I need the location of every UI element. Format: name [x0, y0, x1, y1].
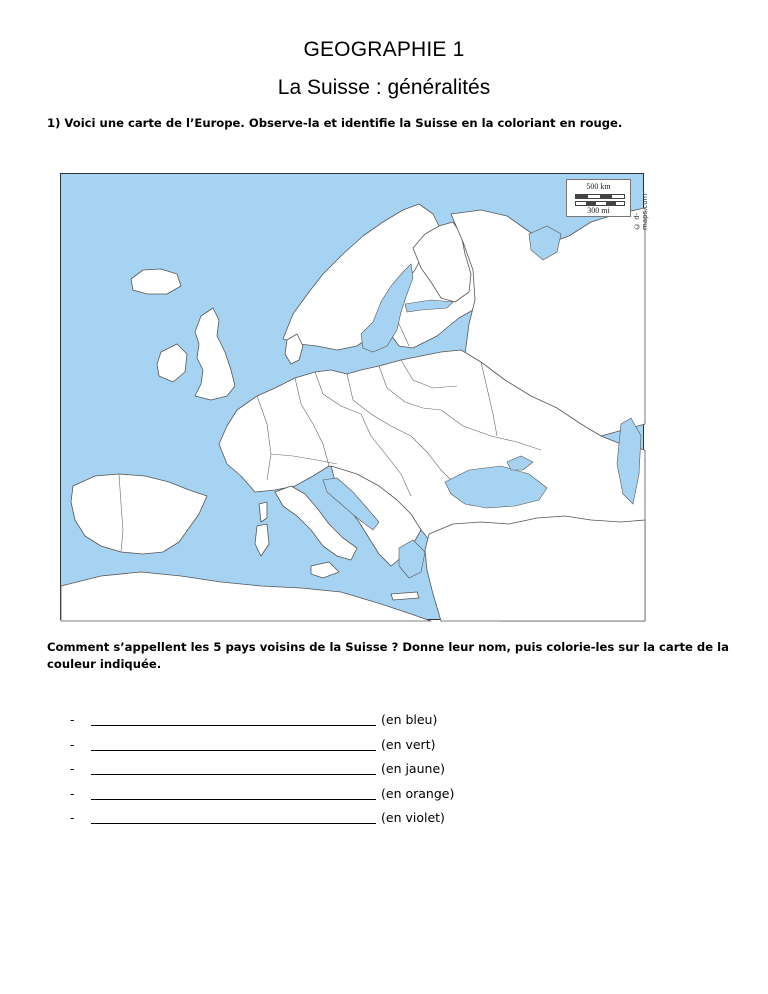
- land-turkey: [425, 516, 645, 621]
- color-hint: (en vert): [381, 736, 436, 752]
- color-hint: (en bleu): [381, 712, 438, 727]
- land-iberia: [71, 474, 207, 554]
- answer-blank-line[interactable]: [91, 750, 376, 751]
- color-hint: (en violet): [381, 810, 445, 825]
- answer-blank-line[interactable]: [91, 799, 376, 800]
- list-dash: -: [70, 712, 75, 727]
- answer-row: [0, 737, 768, 762]
- land-iceland: [131, 269, 181, 294]
- land-crete: [391, 592, 419, 600]
- color-hint: (en orange): [381, 785, 455, 801]
- answer-blank-line[interactable]: [91, 774, 376, 775]
- answer-row: [0, 712, 768, 737]
- scale-bar-km: [575, 194, 625, 199]
- land-corsica: [259, 502, 267, 522]
- answer-row: [0, 761, 768, 786]
- land-ireland: [157, 344, 187, 382]
- land-great-britain: [195, 308, 235, 400]
- list-dash: -: [70, 736, 75, 752]
- map-scale: [566, 179, 631, 217]
- color-hint: (en jaune): [381, 761, 446, 776]
- sea-aegean: [399, 540, 425, 578]
- scale-mi-label: 300 mi: [587, 206, 610, 215]
- answer-list: [0, 712, 768, 835]
- europe-map-drawing: [61, 174, 645, 621]
- answer-row: [0, 786, 768, 811]
- list-dash: -: [70, 761, 75, 776]
- answer-row: [0, 810, 768, 835]
- land-sardinia: [255, 524, 269, 556]
- list-dash: -: [70, 810, 75, 825]
- question-2: Comment s’appellent les 5 pays voisins de la Suisse ? Donne leur nom, puis colorie-les sur la carte de la couleur indiquée.: [47, 640, 729, 671]
- land-north-africa: [61, 572, 431, 621]
- land-sicily: [311, 562, 339, 578]
- list-dash: -: [70, 785, 75, 801]
- map-credit: © d-maps.com: [633, 193, 649, 230]
- page-subtitle: La Suisse : généralités: [277, 76, 491, 99]
- europe-map[interactable]: [60, 173, 649, 620]
- answer-blank-line[interactable]: [91, 823, 376, 824]
- question-1: 1) Voici une carte de l’Europe. Observe-la et identifie la Suisse en la coloriant en rouge.: [47, 116, 623, 130]
- answer-blank-line[interactable]: [91, 725, 376, 726]
- page-title: GEOGRAPHIE 1: [303, 38, 465, 61]
- scale-km-label: 500 km: [586, 182, 611, 191]
